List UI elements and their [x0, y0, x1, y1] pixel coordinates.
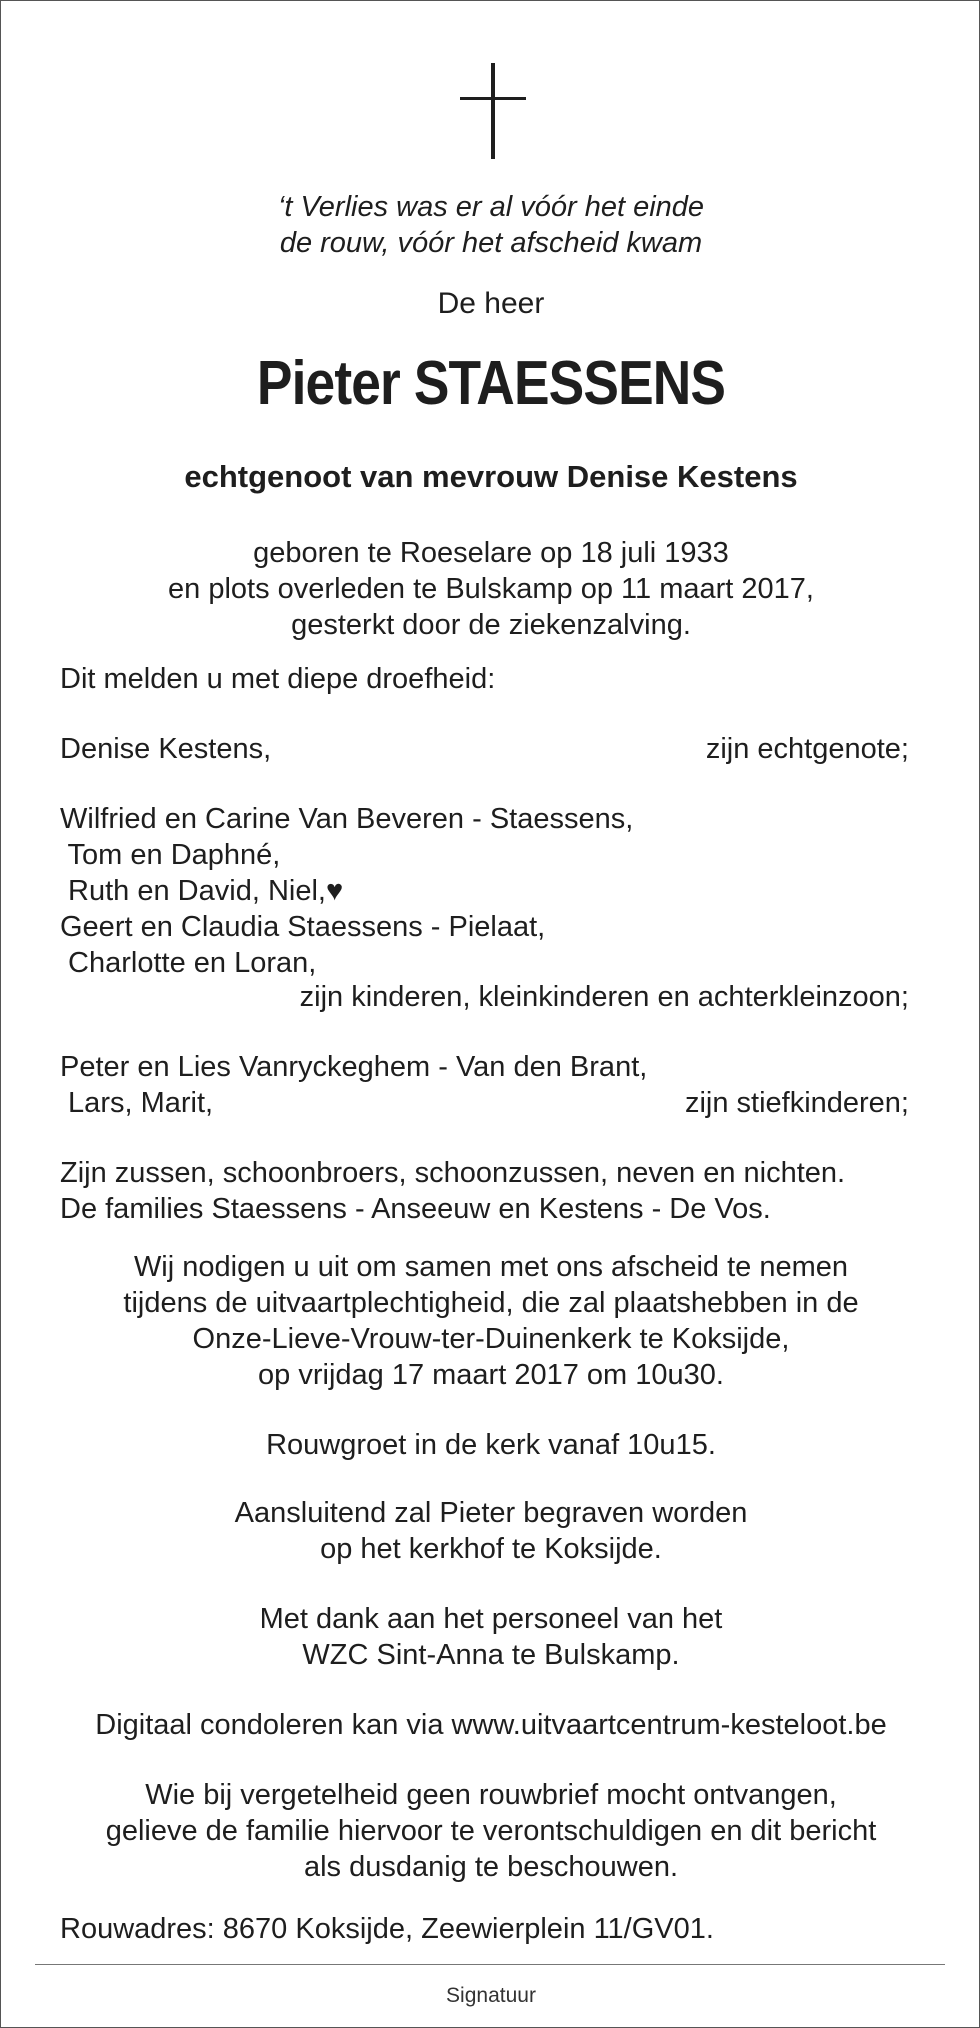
- child-line-5: Charlotte en Loran,: [60, 947, 317, 979]
- child-line-2: Tom en Daphné,: [60, 839, 281, 871]
- families-line: De families Staessens - Anseeuw en Kestens - De Vos.: [60, 1193, 771, 1225]
- notice-line-3: als dusdanig te beschouwen.: [303, 1851, 679, 1883]
- birth-line: geboren te Roeselare op 18 juli 1933: [253, 537, 729, 569]
- invitation-line-3: Onze-Lieve-Vrouw-ter-Duinenkerk te Koksijde,: [192, 1323, 790, 1355]
- spouse-name: Denise Kestens,: [60, 733, 272, 765]
- sacrament-line: gesterkt door de ziekenzalving.: [291, 609, 691, 641]
- deceased-name: Pieter STAESSENS: [256, 349, 726, 418]
- invitation-line-2: tijdens de uitvaartplechtigheid, die zal plaatshebben in de: [123, 1287, 859, 1319]
- step-parents: Peter en Lies Vanryckeghem - Van den Brant,: [60, 1051, 648, 1083]
- spouse-role: zijn echtgenote;: [705, 733, 909, 765]
- announce-text: Dit melden u met diepe droefheid:: [60, 663, 496, 695]
- thanks-line-1: Met dank aan het personeel van het: [259, 1603, 723, 1635]
- quote-line-1: ‘t Verlies was er al vóór het einde: [277, 191, 705, 223]
- invitation-line-1: Wij nodigen u uit om samen met ons afscheid te nemen: [133, 1251, 849, 1283]
- children-role: zijn kinderen, kleinkinderen en achterkleinzoon;: [299, 981, 909, 1013]
- child-line-4: Geert en Claudia Staessens - Pielaat,: [60, 911, 546, 943]
- rouwgroet-line: Rouwgroet in de kerk vanaf 10u15.: [266, 1429, 716, 1461]
- signature-label: Signatuur: [446, 1984, 536, 2007]
- cross-icon: [460, 63, 526, 159]
- invitation-line-4: op vrijdag 17 maart 2017 om 10u30.: [258, 1359, 724, 1391]
- burial-line-1: Aansluitend zal Pieter begraven worden: [234, 1497, 748, 1529]
- step-children: Lars, Marit,: [60, 1087, 214, 1119]
- burial-line-2: op het kerkhof te Koksijde.: [320, 1533, 662, 1565]
- notice-line-2: gelieve de familie hiervoor te verontschuldigen en dit bericht: [105, 1815, 877, 1847]
- thanks-line-2: WZC Sint-Anna te Bulskamp.: [302, 1639, 680, 1671]
- relatives-line: Zijn zussen, schoonbroers, schoonzussen, neven en nichten.: [60, 1157, 846, 1189]
- child-line-1: Wilfried en Carine Van Beveren - Staessens,: [60, 803, 634, 835]
- spouse-line: echtgenoot van mevrouw Denise Kestens: [184, 459, 798, 494]
- notice-line-1: Wie bij vergetelheid geen rouwbrief mocht ontvangen,: [145, 1779, 837, 1811]
- death-line: en plots overleden te Bulskamp op 11 maart 2017,: [168, 573, 814, 605]
- footer-divider: [35, 1964, 945, 1965]
- step-role: zijn stiefkinderen;: [684, 1087, 909, 1119]
- quote-line-2: de rouw, vóór het afscheid kwam: [279, 227, 703, 259]
- address-line: Rouwadres: 8670 Koksijde, Zeewierplein 11/GV01.: [60, 1913, 714, 1945]
- condolence-line: Digitaal condoleren kan via www.uitvaartcentrum-kesteloot.be: [95, 1709, 887, 1741]
- child-line-3: Ruth en David, Niel,♥: [60, 875, 344, 907]
- honorific: De heer: [437, 287, 545, 320]
